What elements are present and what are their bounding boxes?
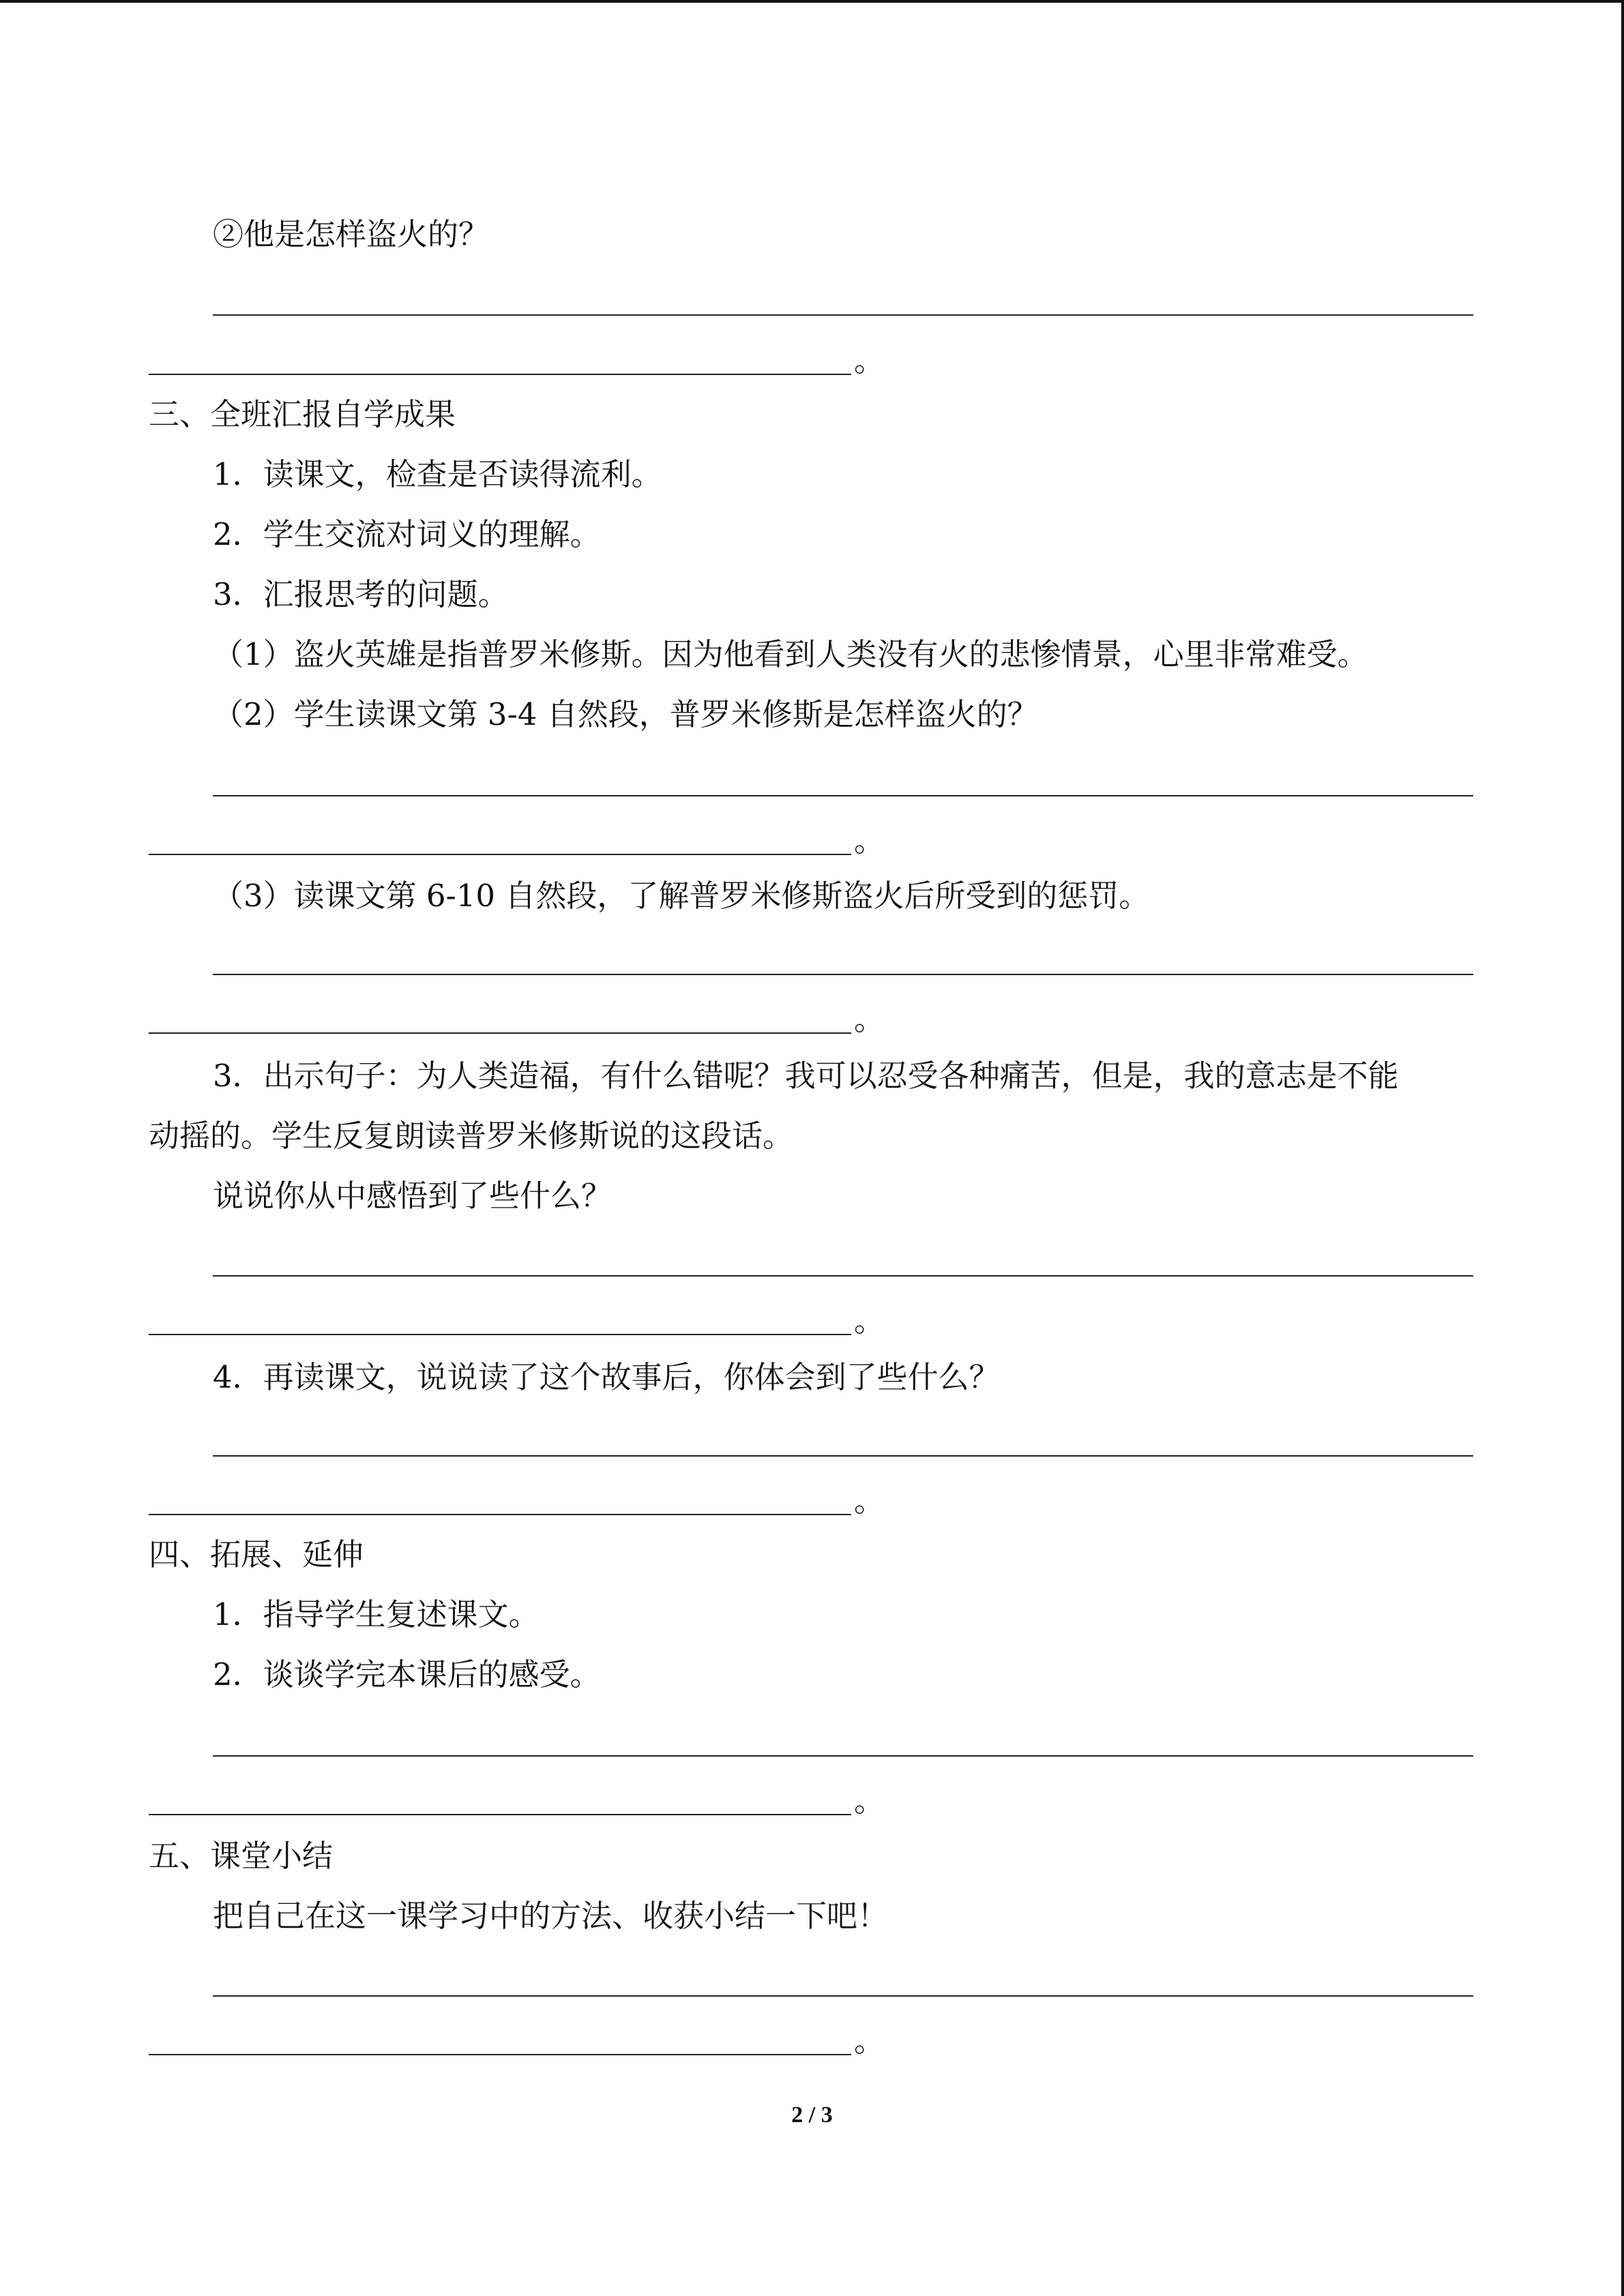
section-4-item-1: 1．指导学生复述课文。 [213, 1596, 540, 1632]
section-3-item-4: 4．再读课文，说说读了这个故事后，你体会到了些什么？ [213, 1359, 1000, 1395]
answer-line[interactable] [149, 1334, 851, 1335]
answer-line[interactable] [149, 854, 851, 855]
answer-line[interactable] [213, 795, 1473, 796]
section-3-item-1: 1．读课文，检查是否读得流利。 [213, 456, 662, 492]
answer-line[interactable] [213, 1995, 1473, 1997]
answer-period: 。 [854, 1302, 885, 1339]
section-5-prompt: 把自己在这一课学习中的方法、收获小结一下吧！ [213, 1898, 889, 1934]
answer-line[interactable] [213, 1755, 1473, 1757]
section-3-sub-1: （1）盗火英雄是指普罗米修斯。因为他看到人类没有火的悲惨情景，心里非常难受。 [213, 636, 1368, 672]
section-3-item-3b-line-1: 3．出示句子：为人类造福，有什么错呢？我可以忍受各种痛苦，但是，我的意志是不能 [213, 1058, 1399, 1094]
answer-period: 。 [854, 1482, 885, 1519]
answer-line[interactable] [149, 2054, 851, 2055]
section-3-sub-2: （2）学生读课文第 3-4 自然段，普罗米修斯是怎样盗火的？ [213, 696, 1038, 732]
answer-line[interactable] [149, 1032, 851, 1034]
answer-line[interactable] [149, 374, 851, 375]
answer-line[interactable] [213, 974, 1473, 975]
section-3-item-3b-question: 说说你从中感悟到了些什么？ [213, 1178, 612, 1214]
section-4-heading: 四、拓展、延伸 [149, 1536, 364, 1572]
answer-period: 。 [854, 2023, 885, 2059]
section-3-item-3b-line-2: 动摇的。学生反复朗读普罗米修斯说的这段话。 [149, 1118, 794, 1154]
page-number: 2 / 3 [791, 2102, 833, 2128]
answer-line[interactable] [149, 1814, 851, 1815]
answer-line[interactable] [149, 1514, 851, 1515]
section-3-heading: 三、全班汇报自学成果 [149, 396, 456, 432]
answer-period: 。 [854, 1001, 885, 1037]
section-3-item-3: 3．汇报思考的问题。 [213, 576, 509, 612]
section-3-item-2: 2．学生交流对词义的理解。 [213, 516, 601, 552]
answer-line[interactable] [213, 314, 1473, 316]
section-4-item-2: 2．谈谈学完本课后的感受。 [213, 1656, 601, 1693]
answer-period: 。 [854, 822, 885, 859]
section-5-heading: 五、课堂小结 [149, 1838, 334, 1874]
answer-period: 。 [854, 1783, 885, 1819]
section-3-sub-3: （3）读课文第 6-10 自然段，了解普罗米修斯盗火后所受到的惩罚。 [213, 878, 1150, 914]
answer-line[interactable] [213, 1455, 1473, 1457]
answer-line[interactable] [213, 1275, 1473, 1277]
question-2-prompt: ②他是怎样盗火的？ [213, 216, 490, 252]
answer-period: 。 [854, 342, 885, 378]
